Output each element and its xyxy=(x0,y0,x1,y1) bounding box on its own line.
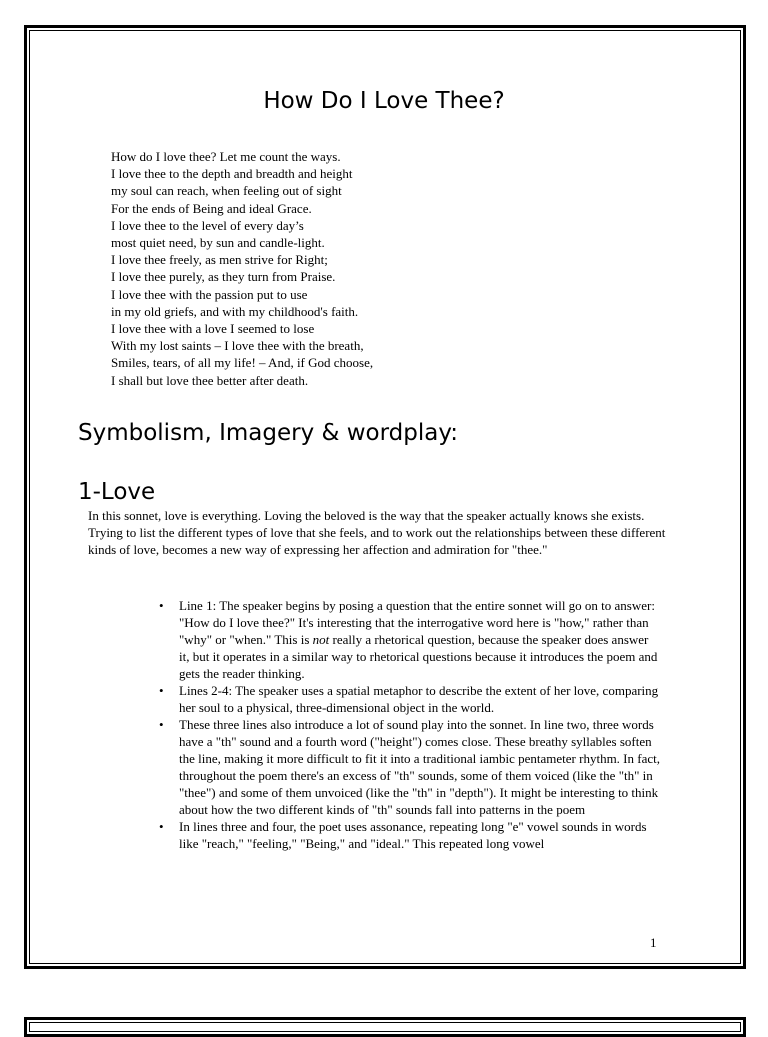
next-page-border xyxy=(24,1017,746,1037)
bullet-item: • These three lines also introduce a lot of sound play into the sonnet. In line two, three words have a "th" sound and a fourth word ("height") comes close. These breathy syllables soften the line, making it more difficult to fit it into a traditional iambic pentameter rhythm. In fact, throughout the poem there's an excess of "th" sounds, some of them voiced (like the "th" in "thee") and some of them unvoiced (like the "th" in "depth"). It might be interesting to think about how the two different kinds of "th" sounds fall into patterns in the poem xyxy=(159,716,661,818)
poem-line: I love thee purely, as they turn from Praise. xyxy=(111,269,336,285)
poem-line: I love thee with the passion put to use xyxy=(111,286,308,302)
poem-line: I love thee to the depth and breadth and height xyxy=(111,166,353,182)
section-heading: Symbolism, Imagery & wordplay: xyxy=(78,420,459,446)
subsection-heading: 1-Love xyxy=(78,479,156,505)
poem-line: in my old griefs, and with my childhood's faith. xyxy=(111,303,359,319)
bullet-text: Line 1: The speaker begins by posing a question that the entire sonnet will go on to answer: "How do I love thee?" It's interesting that the interrogative word here is "how," rather than "why" or "when." This is xyxy=(179,598,655,647)
poem-line: my soul can reach, when feeling out of sight xyxy=(111,183,342,199)
poem-line: most quiet need, by sun and candle-light. xyxy=(111,235,325,251)
page-title: How Do I Love Thee? xyxy=(263,88,505,114)
poem-line: How do I love thee? Let me count the ways. xyxy=(111,149,341,164)
poem-line: I love thee freely, as men strive for Right; xyxy=(111,252,328,268)
bullet-text: really a rhetorical question, because the speaker does answer it, but it operates in a similar way to rhetorical questions because it introduces the poem and gets the reader thinking. xyxy=(179,632,658,681)
poem-line: Smiles, tears, of all my life! – And, if God choose, xyxy=(111,355,374,371)
page-number: 1 xyxy=(650,935,657,950)
intro-paragraph: In this sonnet, love is everything. Loving the beloved is the way that the speaker actually knows she exists. Trying to list the different types of love that she feels, and to work out the relationships between these different kinds of love, becomes a new way of expressing her affection and admiration for "thee." xyxy=(88,508,666,557)
poem-line: I shall but love thee better after death. xyxy=(111,372,309,388)
bullet-item: • Lines 2-4: The speaker uses a spatial metaphor to describe the extent of her love, comparing her soul to a physical, three-dimensional object in the world. xyxy=(159,682,661,716)
bullet-item: • In lines three and four, the poet uses assonance, repeating long "e" vowel sounds in words like "reach," "feeling," "Being," and "ideal." This repeated long vowel xyxy=(159,818,661,852)
bullet-item xyxy=(159,597,661,682)
poem-line: With my lost saints – I love thee with the breath, xyxy=(111,338,364,354)
poem-line: I love thee with a love I seemed to lose xyxy=(111,321,315,337)
bullet-italic-text: not xyxy=(312,632,330,647)
poem xyxy=(111,148,373,389)
poem-line: I love thee to the level of every day’s xyxy=(111,217,304,233)
bullet-list xyxy=(159,597,661,852)
poem-line: For the ends of Being and ideal Grace. xyxy=(111,200,312,216)
